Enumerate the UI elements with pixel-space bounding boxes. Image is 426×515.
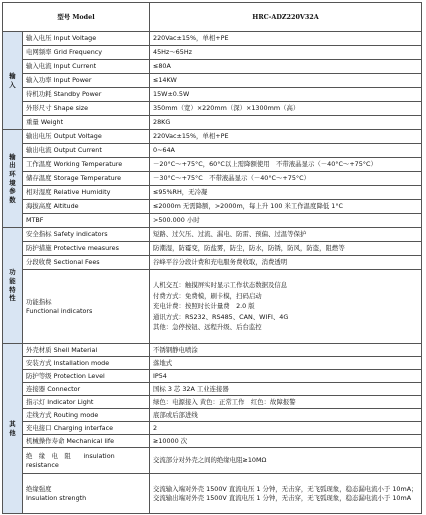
row-value: 短路、过欠压、过流、漏电、防雷、预偏、过温等保护 xyxy=(150,228,422,242)
table-row xyxy=(3,270,422,344)
row-value: 底部或后部进线 xyxy=(150,409,422,422)
row-value: 交流部分对外壳之间的绝缘电阻≥10MΩ xyxy=(150,448,422,474)
table-row xyxy=(3,74,422,88)
row-value: 交流输入端对外壳 1500V 直流电压 1 分钟，无击穿，无飞弧现象，稳态漏电流小于 10mA；交流输出端对外壳 1500V 直流电压 1 分钟，无击穿，无飞弧现象，稳态漏电流小于 10mA xyxy=(150,474,422,514)
table-row xyxy=(3,186,422,200)
category-other: 其他 xyxy=(3,344,23,514)
row-name: 指示灯 Indicator Light xyxy=(23,396,150,409)
row-name: 储存温度 Storage Temperature xyxy=(23,172,150,186)
table-row xyxy=(3,383,422,396)
row-value: 28KG xyxy=(150,116,422,130)
row-name: 海拔高度 Altitude xyxy=(23,200,150,214)
table-row xyxy=(3,60,422,74)
table-row xyxy=(3,370,422,383)
row-value: 350mm（宽）×220mm（深）×1300mm（高） xyxy=(150,102,422,116)
row-value: ≤95%RH，无冷凝 xyxy=(150,186,422,200)
row-value-multi xyxy=(150,270,422,344)
table-row xyxy=(3,448,422,474)
table-row xyxy=(3,116,422,130)
table-row xyxy=(3,396,422,409)
table-row xyxy=(3,144,422,158)
row-value: 0~64A xyxy=(150,144,422,158)
row-name: 机械操作寿命 Mechanical life xyxy=(23,435,150,448)
row-value: 国标 3 芯 32A 工业连接器 xyxy=(150,383,422,396)
function-line: 人机交互：触摸屏实时显示工作状态数据及信息 xyxy=(153,280,288,289)
row-value: ≤80A xyxy=(150,60,422,74)
category-input: 输入 xyxy=(3,32,23,130)
row-value: －30°C～+75°C 不带液晶显示（－40°C～+75°C） xyxy=(150,172,422,186)
model-label: 型号 Model xyxy=(3,3,150,32)
row-value: －20°C～+75°C，60°C以上需降额使用 不带液晶显示（－40°C～+75°C） xyxy=(150,158,422,172)
row-name: 输入电压 Input Voltage xyxy=(23,32,150,46)
table-row xyxy=(3,172,422,186)
function-line: 其他：急停按钮、远程升级、后台监控 xyxy=(153,323,262,332)
row-name: 重量 Weight xyxy=(23,116,150,130)
table-row xyxy=(3,214,422,228)
row-name: 输入功率 Input Power xyxy=(23,74,150,88)
row-value: IP54 xyxy=(150,370,422,383)
table-row xyxy=(3,242,422,256)
table-row xyxy=(3,435,422,448)
row-value: 谷峰平谷分段计费和充电服务费收取，消费透明 xyxy=(150,256,422,270)
row-name: 功能指标 Functional indicators xyxy=(23,270,150,344)
row-name: 防护措施 Protective measures xyxy=(23,242,150,256)
row-name: 待机功耗 Standby Power xyxy=(23,88,150,102)
row-name: 充电接口 Charging interface xyxy=(23,422,150,435)
function-line: 付费方式：免费模，刷卡模，扫码启动 xyxy=(153,291,262,300)
row-name: 输出电流 Output Current xyxy=(23,144,150,158)
row-name: 相对湿度 Relative Humidity xyxy=(23,186,150,200)
row-name: 绝缘强度 Insulation strength xyxy=(23,474,150,514)
header-row xyxy=(3,3,422,32)
table-row xyxy=(3,32,422,46)
row-name: 输出电压 Output Voltage xyxy=(23,130,150,144)
table-row xyxy=(3,474,422,514)
row-name: 安装方式 Installation mode xyxy=(23,357,150,370)
table-row xyxy=(3,228,422,242)
row-name: MTBF xyxy=(23,214,150,228)
model-value: HRC-ADZ220V32A xyxy=(150,3,422,32)
spec-table xyxy=(2,2,422,514)
row-value: 2 xyxy=(150,422,422,435)
table-row xyxy=(3,256,422,270)
row-name: 外壳材质 Shell Material xyxy=(23,344,150,357)
row-value: 防潮湿，防霉变，防盐雾，防尘，防水，防锈，防风，防盗，阻燃等 xyxy=(150,242,422,256)
row-value: ≥10000 次 xyxy=(150,435,422,448)
table-row xyxy=(3,102,422,116)
row-name: 输入电流 Input Current xyxy=(23,60,150,74)
row-value: 220Vac±15%，单相+PE xyxy=(150,32,422,46)
table-row xyxy=(3,422,422,435)
row-value: 220Vac±15%，单相+PE xyxy=(150,130,422,144)
row-value: >500.000 小时 xyxy=(150,214,422,228)
row-value: 落地式 xyxy=(150,357,422,370)
row-value: ≤2000m 无需降额，>2000m，每上升 100 米工作温度降低 1°C xyxy=(150,200,422,214)
row-name: 外形尺寸 Shape size xyxy=(23,102,150,116)
table-row xyxy=(3,88,422,102)
row-name: 走线方式 Routing mode xyxy=(23,409,150,422)
row-name: 工作温度 Working Temperature xyxy=(23,158,150,172)
row-name: 防护等级 Protection Level xyxy=(23,370,150,383)
category-features: 功能特性 xyxy=(3,228,23,344)
function-line: 通讯方式：RS232、RS485、CAN、WIFI、4G xyxy=(153,312,289,321)
function-line: 充电计费：按照时长计量费 2.0 版 xyxy=(153,302,255,311)
row-name: 分段收费 Sectional Fees xyxy=(23,256,150,270)
row-value: 不锈钢静电喷涂 xyxy=(150,344,422,357)
table-row xyxy=(3,46,422,60)
table-row xyxy=(3,357,422,370)
table-row xyxy=(3,158,422,172)
table-row xyxy=(3,344,422,357)
row-value: ≤14KW xyxy=(150,74,422,88)
table-row xyxy=(3,200,422,214)
row-value: 45Hz～65Hz xyxy=(150,46,422,60)
table-row xyxy=(3,409,422,422)
table-row xyxy=(3,130,422,144)
category-output-environment: 输出环境参数 xyxy=(3,130,23,228)
row-name: 绝 缘 电 阻 insulation resistance xyxy=(23,448,150,474)
row-name: 电网频率 Grid Frequency xyxy=(23,46,150,60)
row-value: 15W±0.5W xyxy=(150,88,422,102)
row-name: 安全指标 Safety indicators xyxy=(23,228,150,242)
row-name: 连接器 Connector xyxy=(23,383,150,396)
row-value: 绿色：电源接入 黄色：正常工作 红色：故障报警 xyxy=(150,396,422,409)
